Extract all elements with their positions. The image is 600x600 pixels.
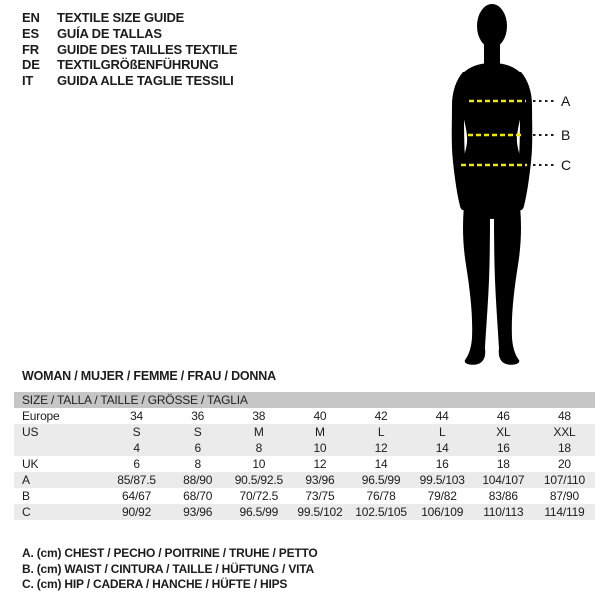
table-cell: 12 [313, 457, 327, 471]
table-cell: L [438, 425, 446, 439]
table-cell: M [315, 425, 325, 439]
table-cell: 10 [313, 441, 327, 455]
table-cell: 114/119 [544, 505, 585, 519]
table-cell: M [253, 425, 264, 439]
table-row-europe [14, 408, 595, 424]
language-code: IT [22, 73, 34, 89]
table-cell: 99.5/102 [297, 505, 343, 519]
table-cell: 44 [435, 409, 449, 423]
row-label: A [22, 473, 30, 487]
table-row-us-numeric [14, 440, 595, 456]
table-cell: XL [496, 425, 511, 439]
row-label: US [22, 425, 39, 439]
table-row-uk [14, 456, 595, 472]
language-code: ES [22, 25, 39, 41]
table-cell: 79/82 [427, 489, 457, 503]
table-cell: 42 [374, 409, 388, 423]
table-cell: 64/67 [122, 489, 152, 503]
language-code: DE [22, 57, 40, 73]
table-row-hip-c [14, 504, 595, 520]
table-cell: 14 [435, 441, 449, 455]
table-cell: 4 [133, 441, 140, 455]
language-label: TEXTILE SIZE GUIDE [57, 10, 185, 25]
table-cell: 8 [194, 457, 201, 471]
table-cell: 6 [194, 441, 201, 455]
table-cell: 99.5/103 [419, 473, 465, 487]
table-cell: 6 [133, 457, 140, 471]
row-label: B [22, 489, 30, 503]
legend-line-hip: C. (cm) HIP / CADERA / HANCHE / HÜFTE / HIPS [22, 577, 288, 592]
table-cell: 73/75 [305, 489, 335, 503]
marker-label-c: C [561, 157, 572, 173]
table-cell: 85/87.5 [117, 473, 156, 487]
table-cell: 12 [374, 441, 388, 455]
table-cell: 76/78 [366, 489, 396, 503]
table-cell: XXL [553, 425, 576, 439]
table-cell: L [377, 425, 385, 439]
row-label [14, 440, 106, 456]
table-cell: 107/110 [543, 473, 585, 487]
language-code: FR [22, 41, 39, 57]
table-cell: 34 [130, 409, 144, 423]
table-row-us-letter [14, 424, 595, 440]
table-cell: 68/70 [183, 489, 213, 503]
legend-line-chest: A. (cm) CHEST / PECHO / POITRINE / TRUHE / PETTO [22, 546, 318, 560]
language-label: GUIDA ALLE TAGLIE TESSILI [57, 73, 234, 89]
language-label: GUÍA DE TALLAS [57, 25, 162, 41]
table-cell: 16 [496, 441, 510, 455]
table-cell: 70/72.5 [239, 489, 279, 503]
table-cell: 83/86 [488, 489, 518, 503]
marker-label-a: A [561, 93, 571, 109]
table-cell: 96.5/99 [361, 473, 401, 487]
legend-line-waist: B. (cm) WAIST / CINTURA / TAILLE / HÜFTUNG / VITA [22, 561, 314, 576]
size-table-header: SIZE / TALLA / TAILLE / GRÖSSE / TAGLIA [14, 392, 595, 408]
table-cell: 16 [435, 457, 449, 471]
table-cell: 106/109 [421, 505, 464, 519]
table-cell: 96.5/99 [239, 505, 279, 519]
table-cell: 46 [496, 409, 510, 423]
marker-label-b: B [561, 127, 571, 143]
woman-silhouette-icon [452, 4, 533, 365]
table-cell: 90/92 [122, 505, 152, 519]
table-cell: 87/90 [549, 489, 579, 503]
table-cell: 90.5/92.5 [234, 473, 283, 487]
row-label: UK [22, 457, 39, 471]
table-cell: 20 [557, 457, 571, 471]
table-cell: 93/96 [183, 505, 213, 519]
measurement-legend [22, 546, 318, 593]
table-cell: 18 [557, 441, 571, 455]
table-cell: 18 [496, 457, 510, 471]
section-heading: WOMAN / MUJER / FEMME / FRAU / DONNA [22, 369, 276, 383]
table-cell: 104/107 [482, 473, 525, 487]
table-cell: 14 [374, 457, 388, 471]
table-cell: 102.5/105 [355, 505, 407, 519]
table-cell: 10 [252, 457, 266, 471]
table-cell: 110/113 [483, 505, 524, 519]
language-label: GUIDE DES TAILLES TEXTILE [57, 41, 238, 57]
table-cell: 88/90 [183, 473, 213, 487]
table-cell: 40 [313, 409, 327, 423]
table-cell: 93/96 [305, 473, 335, 487]
language-code: EN [22, 10, 40, 25]
table-cell: S [193, 425, 202, 439]
table-cell: 36 [191, 409, 205, 423]
size-table [14, 392, 595, 520]
table-cell: S [132, 425, 141, 439]
table-cell: 48 [557, 409, 571, 423]
row-label: Europe [22, 409, 60, 423]
table-row-chest-a [14, 472, 595, 488]
table-cell: 38 [252, 409, 266, 423]
table-cell: 8 [255, 441, 263, 455]
language-label: TEXTILGRÖßENFÜHRUNG [57, 57, 219, 73]
row-label: C [22, 505, 31, 519]
table-row-waist-b [14, 488, 595, 504]
